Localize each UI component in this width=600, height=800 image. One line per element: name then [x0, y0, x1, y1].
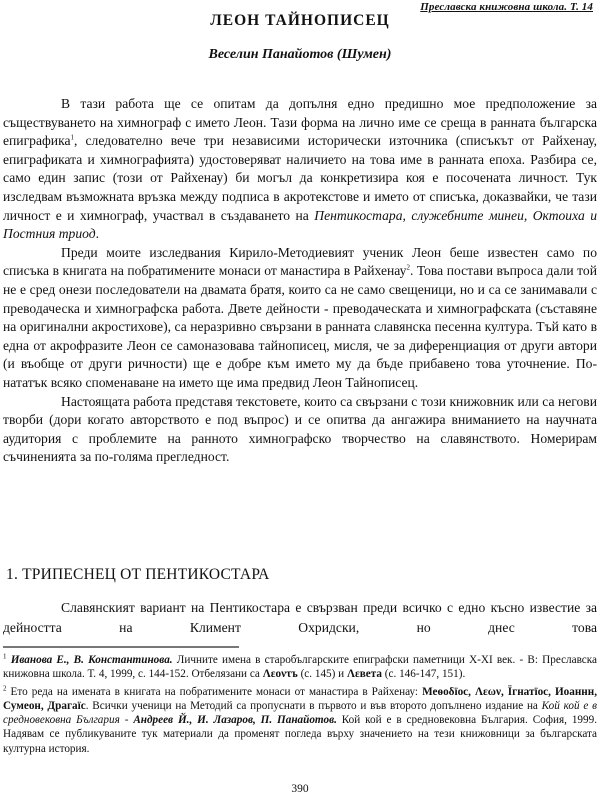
footnote-1-form-2: Λεвета: [346, 668, 382, 681]
article-title: ЛЕОН ТАЙНОПИСЕЦ: [210, 12, 390, 29]
paragraph-2-text-b: . Това постави въпроса дали той не е сред онези последователи на двамата братя, които са не само свещеници, но и са се занимавали с преводаческа и химнографска работа. Двете дейности - преводаческата и химнографската (съставяне на оригинални акростихове), са неразривно свързани в ранната славянска песенна култура. Тъй като в една от акрофразите Леон се самоназовава тайнописец, мисля, че за диференциация от други автори (и въобще от други ричности) ще е добре към името му да бъде прибавено това уточнение. По-нататък всяко споменаване на името ще има предвид Леон Тайнописец.: [3, 263, 597, 390]
article-author: Веселин Панайотов (Шумен): [208, 47, 392, 62]
footnote-2-text-1: Ето реда на имената в книгата на побратимените монаси от манастира в Райхенау:: [6, 685, 423, 698]
section-body: [3, 598, 597, 638]
running-header: Преславска книжовна школа. Т. 14: [420, 1, 593, 13]
section-paragraph: Славянският вариант на Пентикостара е свързван преди всичко с едно късно известие за дейността на Климент Охридски, но днес това: [3, 600, 597, 635]
paragraph-1-text-a: В тази работа ще се опитам да допълня едно предишно мое предположение за съществуването на химнограф с името Леон. Тази форма на лично име се среща в ранната българска епиграфика: [3, 96, 597, 149]
footnote-1-text-3: (с. 146-147, 151).: [381, 668, 466, 681]
footnote-1-authors: Иванова Е., В. Константинова.: [10, 654, 173, 666]
footnote-2-dash: -: [119, 714, 134, 727]
paragraph-3: Настоящата работа представя текстовете, които са свързани с този книжовник или са негови творби (дори когато авторството е под въпрос) и се опитва да ангажира вниманието на научната аудитория с проблемите на ранното химнографско творчество на славянството. Номерирам съчиненията за по-голяма прегледност.: [3, 393, 597, 465]
footnote-2-text-2: . Всички ученици на Методий са пропуснати в първото и във второто допълнено издание на: [85, 699, 542, 712]
document-page: [3, 0, 597, 800]
footnote-2-text-4: Кой кой е в средновековна България. София, 1999. Надявам се публикуваните тук материали да променят погледа върху значението на тези книжовници за българската културна история.: [3, 714, 598, 755]
footnote-2-mark: 2: [3, 683, 7, 692]
paragraph-2-text-a: Преди моите изследвания Кирило-Методиевият ученик Леон беше известен само по списъка в книгата на побратимените монаси от манастира в Райхенау: [3, 244, 597, 279]
footnote-2-names: Меѳоδїос, Λεων, Їгнатїос, Иоаннн, Сумеон, Драгаїс: [3, 685, 597, 712]
footnote-1-form-1: Λεοντъ: [262, 668, 298, 681]
paragraph-1-italic-titles: Пентикостара, служебните минеи, Октоиха и Постния триод: [3, 207, 597, 242]
footnote-1: [3, 653, 597, 682]
footnotes: [3, 653, 597, 759]
article-body: [3, 95, 597, 467]
footnote-2-book-title: Кой кой е в средновековна България: [3, 699, 597, 727]
footnote-1-text-2: (с. 145) и: [297, 668, 347, 681]
paragraph-1-text-c: .: [95, 226, 100, 242]
footnote-ref-2[interactable]: 2: [406, 263, 410, 272]
footnote-1-text: Личните имена в старобългарските епиграфски паметници X-XI век. - В: Преславска книжовна школа. Т. 4, 1999, с. 144-152. Отбелязани са: [3, 654, 597, 681]
footnote-separator: [3, 646, 239, 648]
footnote-1-mark: 1: [3, 652, 7, 661]
footnote-ref-1[interactable]: 1: [70, 133, 75, 142]
page-number: 390: [291, 783, 309, 795]
footnote-2: [3, 685, 597, 756]
paragraph-2: [3, 244, 597, 393]
paragraph-1-text-b: , следователно вече три независими исторически източника (списъкът от Райхенау, епиграфиката и химнографията) удостоверяват наличието на това име в ранната епоха. Разбира се, само един запис (този от Райхенау) би могъл да конкретизира коя е посочената личност. Тук изследвам възможната връзка между подписа в акротекстове и името от списъка, доказвайки, че тази личност е и химнограф, участвал в създаването на: [3, 133, 597, 223]
paragraph-1: [3, 95, 597, 244]
section-heading: 1. ТРИПЕСНЕЦ ОТ ПЕНТИКОСТАРА: [6, 566, 270, 583]
footnote-2-editors: Андреев Й., И. Лазаров, П. Панайотов.: [133, 714, 337, 727]
